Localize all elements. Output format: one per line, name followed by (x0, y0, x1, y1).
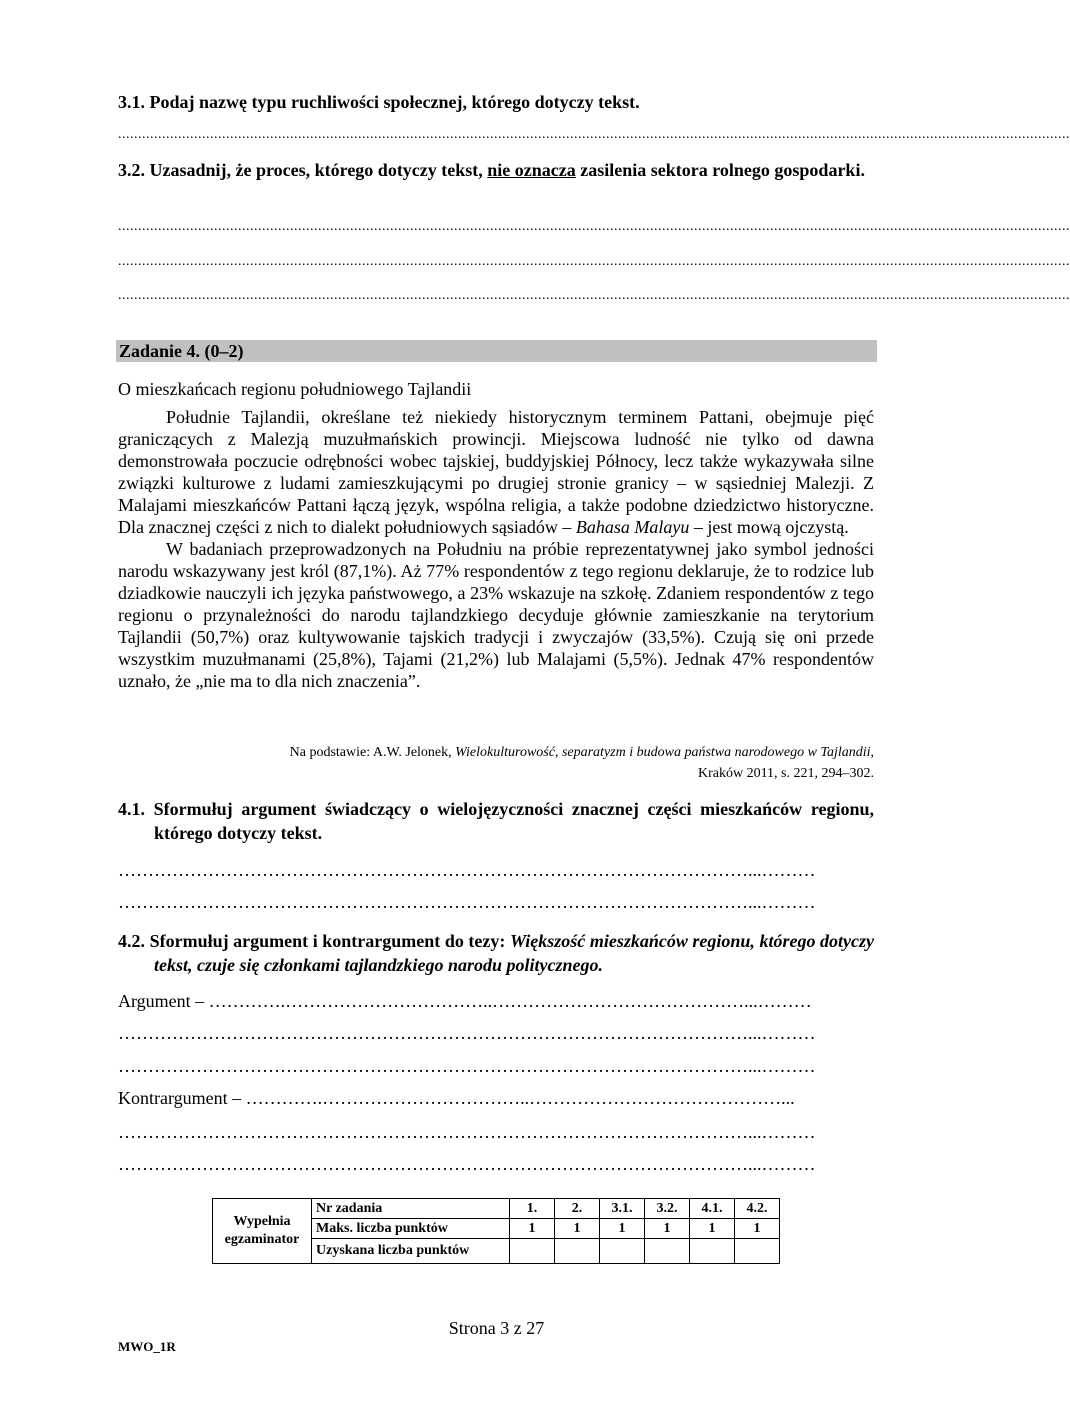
answer-line[interactable]: .............................................................................................................................................................................................................................................. (118, 288, 1070, 303)
filled-by-cell: Wypełnia egzaminator (213, 1199, 312, 1264)
max-points: 1 (690, 1219, 735, 1239)
citation-publication: Kraków 2011, s. 221, 294–302. (697, 766, 874, 781)
answer-line[interactable]: .............................................................................................................................................................................................................................................. (118, 219, 1070, 234)
answer-line[interactable]: .............................................................................................................................................................................................................................................. (118, 254, 1070, 269)
question-text: Podaj nazwę typu ruchliwości społecznej, którego dotyczy tekst. (149, 92, 640, 112)
answer-line[interactable]: ……………………………………………………………………………………………...……… (118, 860, 816, 880)
question-text: Uzasadnij, że proces, którego dotyczy tekst, (149, 160, 483, 180)
obtained-points-cell[interactable] (510, 1239, 555, 1264)
row-label: Uzyskana liczba punktów (312, 1239, 510, 1264)
question-4-1 (118, 797, 874, 845)
task-number: 2. (555, 1199, 600, 1219)
text-title: O mieszkańcach regionu południowego Tajlandii (118, 379, 472, 399)
page-number: Strona 3 z 27 (448, 1318, 545, 1338)
paragraph-2: W badaniach przeprowadzonych na Południu na próbie reprezentatywnej jako symbol jedności narodu wskazywany jest król (87,1%). Aż 77% respondentów z tego regionu deklaruje, że to rodzice lub dziadkowie nauczyli ich języka państwowego, a 23% wskazuje na szkołę. Zdaniem respondentów z tego regionu o przynależności do narodu tajlandzkiego decyduje głównie zamieszkanie na terytorium Tajlandii (50,7%) oraz kultywowanie tajskich tradycji i zwyczajów (33,5%). Czują się oni przede wszystkim muzułmanami (25,8%), Tajami (21,2%) lub Malajami (5,5%). Jednak 47% respondentów uznało, że „nie ma to dla nich znaczenia”. (118, 539, 874, 691)
argument-dots: ………….……………………………..……………………………………...……… (208, 991, 812, 1011)
citation-comma: , (870, 745, 874, 760)
table-row (213, 1199, 780, 1219)
answer-line[interactable]: ……………………………………………………………………………………………...……… (118, 1122, 816, 1142)
question-text: Sformułuj argument świadczący o wielojęzyczności znacznej części mieszkańców regionu, którego dotyczy tekst. (153, 799, 875, 843)
max-points: 1 (735, 1219, 780, 1239)
task-number: 4.2. (735, 1199, 780, 1219)
question-number: 4.2. (118, 931, 145, 951)
argument-line[interactable] (118, 990, 874, 1012)
row-label: Maks. liczba punktów (312, 1219, 510, 1239)
answer-line[interactable]: ……………………………………………………………………………………………...……… (118, 1056, 816, 1076)
max-points: 1 (510, 1219, 555, 1239)
citation (118, 742, 874, 784)
question-text: Sformułuj argument i kontrargument do tezy: (149, 931, 506, 951)
task-number: 3.2. (645, 1199, 690, 1219)
source-text (118, 406, 874, 692)
question-text-end: zasilenia sektora rolnego gospodarki. (580, 160, 865, 180)
answer-line[interactable]: ……………………………………………………………………………………………...……… (118, 892, 816, 912)
citation-author: Na podstawie: A.W. Jelonek, (289, 745, 452, 760)
obtained-points-cell[interactable] (600, 1239, 645, 1264)
thesis-text: Większość mieszkańców regionu, którego dotyczy tekst, czuje się członkami tajlandzkiego narodu politycznego. (154, 931, 875, 975)
obtained-points-cell[interactable] (645, 1239, 690, 1264)
question-number: 4.1. (118, 799, 145, 819)
question-4-2 (118, 929, 874, 977)
task-number: 1. (510, 1199, 555, 1219)
counterargument-dots: ………….……………………………..……………………………………... (245, 1088, 795, 1108)
row-label: Nr zadania (312, 1199, 510, 1219)
max-points: 1 (600, 1219, 645, 1239)
paragraph-1 (118, 406, 874, 538)
task-number: 3.1. (600, 1199, 645, 1219)
answer-line[interactable]: .............................................................................................................................................................................................................................................. (118, 127, 1070, 142)
task-number: 4.1. (690, 1199, 735, 1219)
score-table (212, 1198, 780, 1264)
counterargument-line[interactable] (118, 1087, 874, 1109)
language-name: Bahasa Malayu (575, 517, 690, 537)
paragraph-1-text: Południe Tajlandii, określane też niekiedy historycznym terminem Pattani, obejmuje pięć graniczących z Malezją muzułmańskich prowincji. Miejscowa ludność nie tylko od dawna demonstrowała poczucie odrębności wobec tajskiej, buddyjskiej Północy, lecz także wykazywała silne związki kulturowe z ludami zamieszkującymi po drugiej stronie granicy – w sąsiedniej Malezji. Z Malajami mieszkańców Pattani łączą język, wspólna religia, a także podobne dziedzictwo historyczne. Dla znacznej części z nich to dialekt południowych sąsiadów – (118, 407, 874, 537)
question-3-2 (118, 158, 874, 182)
obtained-points-cell[interactable] (735, 1239, 780, 1264)
answer-line[interactable]: ……………………………………………………………………………………………...……… (118, 1023, 816, 1043)
citation-title: Wielokulturowość, separatyzm i budowa państwa narodowego w Tajlandii (455, 745, 871, 760)
obtained-points-cell[interactable] (555, 1239, 600, 1264)
question-number: 3.2. (118, 160, 145, 180)
counterargument-label: Kontrargument – (118, 1088, 242, 1108)
underlined-phrase: nie oznacza (487, 160, 576, 180)
exam-code: MWO_1R (118, 1339, 176, 1354)
argument-label: Argument – (118, 991, 205, 1011)
question-number: 3.1. (118, 92, 145, 112)
task-header: Zadanie 4. (0–2) (119, 341, 244, 361)
answer-line[interactable]: ……………………………………………………………………………………………...……… (118, 1154, 816, 1174)
question-3-1 (118, 90, 874, 114)
max-points: 1 (555, 1219, 600, 1239)
max-points: 1 (645, 1219, 690, 1239)
obtained-points-cell[interactable] (690, 1239, 735, 1264)
paragraph-1-end: – jest mową ojczystą. (693, 517, 849, 537)
